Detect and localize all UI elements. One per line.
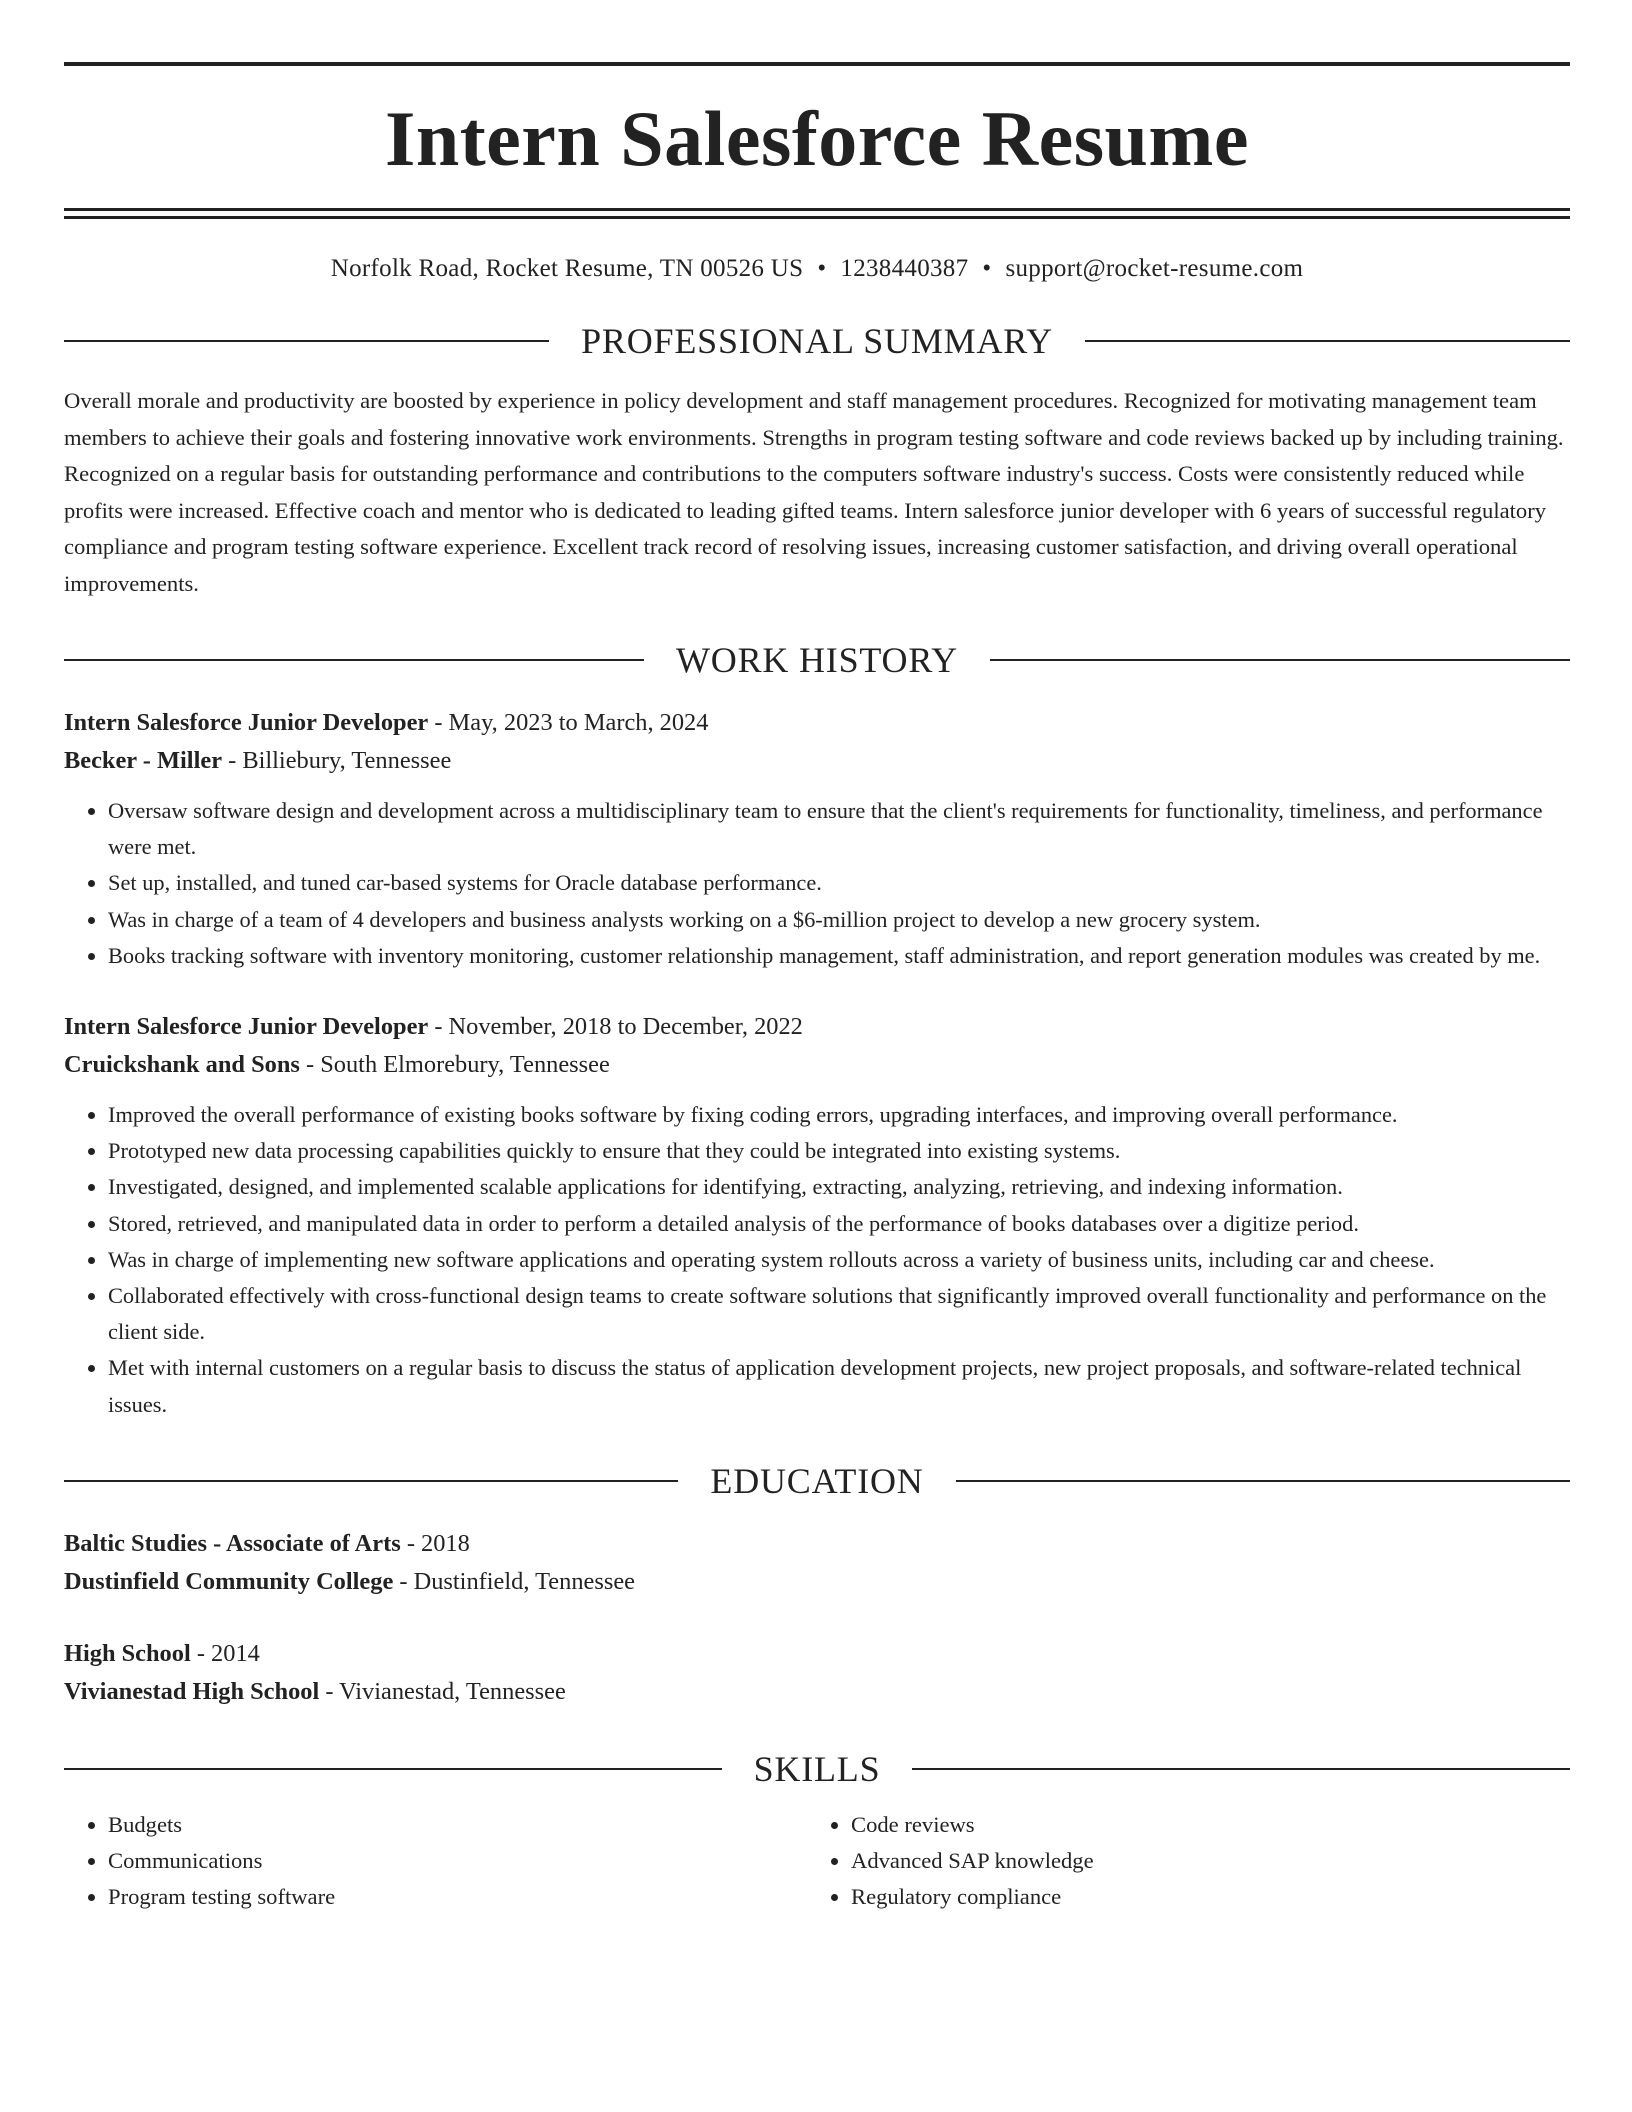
contact-email: support@rocket-resume.com	[1005, 255, 1304, 282]
heading-rule-right	[1085, 340, 1570, 342]
job-bullet: • Was in charge of implementing new software applications and operating system rollouts across a variety of business units, including car and cheese.	[108, 1242, 1570, 1278]
job-bullet: • Investigated, designed, and implemented scalable applications for identifying, extracting, analyzing, retrieving, and indexing information.	[108, 1169, 1570, 1205]
job-company-line	[64, 1046, 1570, 1084]
education-degree-line	[64, 1525, 1570, 1563]
heading-rule-left	[64, 1768, 722, 1770]
skill-item: • Budgets	[108, 1807, 807, 1843]
job-company: Cruickshank and Sons	[64, 1051, 300, 1079]
contact-separator: •	[982, 255, 992, 282]
job-bullets	[64, 1097, 1570, 1423]
job-bullet: • Stored, retrieved, and manipulated data in order to perform a detailed analysis of the performance of books databases over a digitize period.	[108, 1206, 1570, 1242]
top-rule	[64, 62, 1570, 66]
job-location: - South Elmorebury, Tennessee	[299, 1051, 610, 1079]
job-bullet: • Prototyped new data processing capabilities quickly to ensure that they could be integrated into existing systems.	[108, 1133, 1570, 1169]
job-dates: - May, 2023 to March, 2024	[428, 709, 709, 736]
job-bullet: • Met with internal customers on a regular basis to discuss the status of application development projects, new project proposals, and software-related technical issues.	[108, 1350, 1570, 1422]
job-bullet: • Oversaw software design and development across a multidisciplinary team to ensure that the client's requirements for functionality, timeliness, and performance were met.	[108, 793, 1570, 865]
job-title: Intern Salesforce Junior Developer	[64, 1013, 429, 1041]
job-title-line	[64, 1008, 1570, 1046]
education-entry	[64, 1525, 1570, 1601]
section-title: SKILLS	[753, 1748, 881, 1789]
title-double-rule	[64, 208, 1570, 219]
contact-line	[64, 255, 1570, 283]
heading-rule-right	[990, 659, 1570, 661]
education-school: Vivianestad High School	[64, 1677, 320, 1705]
skills-columns	[64, 1807, 1570, 1916]
contact-separator: •	[817, 255, 827, 282]
job-company: Becker - Miller	[64, 747, 223, 774]
education-location: - Dustinfield, Tennessee	[393, 1567, 635, 1595]
section-title: EDUCATION	[710, 1460, 924, 1501]
contact-phone: 1238440387	[840, 255, 969, 282]
job-title: Intern Salesforce Junior Developer	[64, 709, 429, 736]
education-year: - 2014	[190, 1639, 260, 1667]
education-school: Dustinfield Community College	[64, 1567, 394, 1595]
resume-title: Intern Salesforce Resume	[384, 95, 1250, 182]
heading-rule-right	[956, 1480, 1570, 1482]
heading-rule-left	[64, 659, 644, 661]
education-school-line	[64, 1563, 1570, 1601]
job-bullet: • Was in charge of a team of 4 developers and business analysts working on a $6-million project to develop a new grocery system.	[108, 902, 1570, 938]
skill-item: • Code reviews	[851, 1807, 1550, 1843]
job-title-line	[64, 704, 1570, 742]
section-heading-work-history	[64, 642, 1570, 678]
section-heading-summary	[64, 323, 1570, 359]
education-location: - Vivianestad, Tennessee	[319, 1677, 566, 1705]
education-degree: High School	[64, 1639, 191, 1667]
education-degree-line	[64, 1635, 1570, 1673]
section-title: WORK HISTORY	[676, 640, 958, 680]
job-bullet: • Books tracking software with inventory monitoring, customer relationship management, staff administration, and report generation modules was created by me.	[108, 938, 1570, 974]
education-degree: Baltic Studies - Associate of Arts	[64, 1529, 401, 1557]
skill-item: • Program testing software	[108, 1879, 807, 1915]
skill-item: • Communications	[108, 1843, 807, 1879]
skill-item: • Advanced SAP knowledge	[851, 1843, 1550, 1879]
contact-address: Norfolk Road, Rocket Resume, TN 00526 US	[330, 255, 804, 282]
job-company-line	[64, 742, 1570, 780]
section-heading-skills	[64, 1748, 1570, 1789]
education-year: - 2018	[400, 1529, 470, 1557]
resume-page	[64, 62, 1570, 1915]
summary-text: Overall morale and productivity are boosted by experience in policy development and staff management procedures. Recognized for motivating management team members to achieve their goals and fostering innovative work environments. Strengths in program testing software and code reviews backed up by including training. Recognized on a regular basis for outstanding performance and contributions to the computers software industry's success. Costs were consistently reduced while profits were increased. Effective coach and mentor who is dedicated to leading gifted teams. Intern salesforce junior developer with 6 years of successful regulatory compliance and program testing software experience. Excellent track record of resolving issues, increasing customer satisfaction, and driving overall operational improvements.	[64, 388, 1564, 596]
section-title: PROFESSIONAL SUMMARY	[581, 321, 1053, 361]
heading-rule-left	[64, 1480, 678, 1482]
skill-item: • Regulatory compliance	[851, 1879, 1550, 1915]
heading-rule-left	[64, 340, 549, 342]
skills-list-right	[807, 1807, 1550, 1916]
education-entry	[64, 1635, 1570, 1711]
job-location: - Billiebury, Tennessee	[222, 747, 452, 774]
skills-list-left	[64, 1807, 807, 1916]
job-bullet: • Set up, installed, and tuned car-based systems for Oracle database performance.	[108, 865, 1570, 901]
job-dates: - November, 2018 to December, 2022	[428, 1013, 803, 1041]
job-bullet: • Collaborated effectively with cross-functional design teams to create software solutions that significantly improved overall functionality and performance on the client side.	[108, 1278, 1570, 1350]
section-heading-education	[64, 1460, 1570, 1501]
job-bullet: • Improved the overall performance of existing books software by fixing coding errors, upgrading interfaces, and improving overall performance.	[108, 1097, 1570, 1133]
heading-rule-right	[912, 1768, 1570, 1770]
job-entry	[64, 704, 1570, 974]
job-bullets	[64, 793, 1570, 974]
job-entry	[64, 1008, 1570, 1423]
education-school-line	[64, 1673, 1570, 1711]
